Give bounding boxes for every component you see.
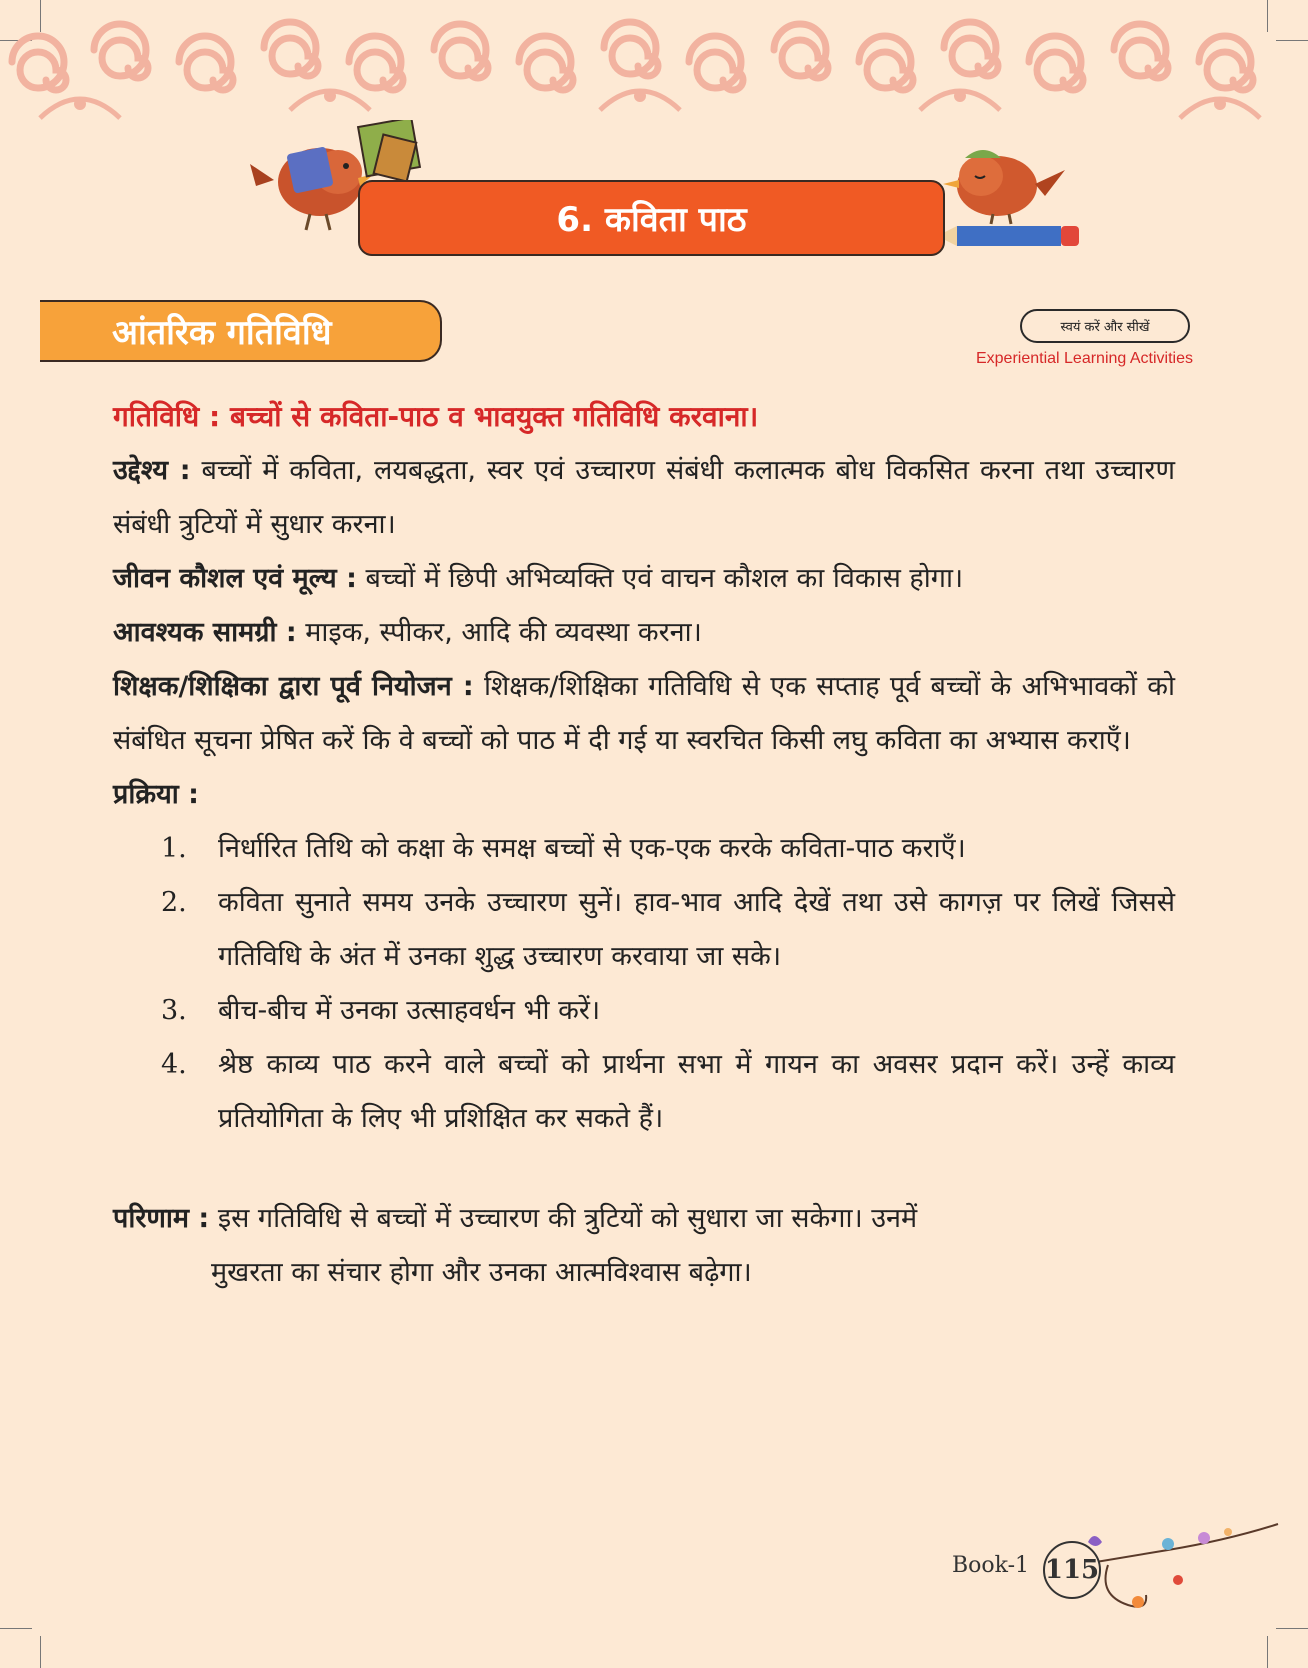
planning-paragraph	[113, 660, 1175, 768]
result-paragraph	[113, 1192, 1175, 1300]
experiential-learning-badge	[1020, 309, 1190, 343]
process-heading	[113, 768, 1175, 822]
crop-mark	[1267, 1636, 1268, 1668]
activity-label: गतिविधि :	[113, 400, 221, 433]
badge-hindi-label: स्वयं करें और सीखें	[1060, 320, 1150, 335]
page-number	[1043, 1541, 1101, 1599]
crop-mark	[0, 1628, 32, 1629]
badge-english-label: Experiential Learning Activities	[975, 350, 1193, 367]
chapter-title: 6. कविता पाठ	[556, 200, 747, 240]
materials-text: माइक, स्पीकर, आदि की व्यवस्था करना।	[305, 617, 702, 648]
section-title: आंतरिक गतिविधि	[112, 313, 332, 353]
list-item	[113, 1038, 1175, 1146]
step-number: 3.	[161, 995, 187, 1026]
chapter-title-banner	[358, 180, 945, 256]
section-tab	[40, 300, 442, 362]
list-item	[113, 876, 1175, 984]
planning-label: शिक्षक/शिक्षिका द्वारा पूर्व नियोजन :	[113, 671, 474, 702]
objective-label: उद्देश्य :	[113, 455, 191, 486]
activity-content	[113, 390, 1175, 1300]
list-item	[113, 822, 1175, 876]
process-label: प्रक्रिया :	[113, 779, 199, 810]
step-number: 4.	[161, 1049, 187, 1080]
materials-paragraph	[113, 606, 1175, 660]
life-skills-text: बच्चों में छिपी अभिव्यक्ति एवं वाचन कौशल का विकास होगा।	[365, 563, 964, 594]
objective-paragraph	[113, 444, 1175, 552]
process-steps-list	[113, 822, 1175, 1146]
step-text: श्रेष्ठ काव्य पाठ करने वाले बच्चों को प्रार्थना सभा में गायन का अवसर प्रदान करें। उन्हें काव्य प्रतियोगिता के लिए भी प्रशिक्षित कर सकते हैं।	[218, 1049, 1175, 1134]
step-text: कविता सुनाते समय उनके उच्चारण सुनें। हाव-भाव आदि देखें तथा उसे कागज़ पर लिखें जिससे गतिविधि के अंत में उनका शुद्ध उच्चारण करवाया जा सके।	[218, 887, 1175, 972]
result-label: परिणाम :	[113, 1203, 210, 1234]
crop-mark	[40, 1636, 41, 1668]
page-number-text: 115	[1044, 1555, 1100, 1585]
crop-mark	[1276, 1628, 1308, 1629]
activity-line	[113, 390, 1175, 444]
activity-text: बच्चों से कविता-पाठ व भावयुक्त गतिविधि करवाना।	[229, 400, 759, 433]
result-line-1	[113, 1192, 1175, 1246]
step-text: निर्धारित तिथि को कक्षा के समक्ष बच्चों से एक-एक करके कविता-पाठ कराएँ।	[218, 833, 966, 864]
result-text-1: इस गतिविधि से बच्चों में उच्चारण की त्रुटियों को सुधारा जा सकेगा। उनमें	[217, 1203, 918, 1234]
bird-on-pencil-illustration	[935, 140, 1085, 250]
life-skills-label: जीवन कौशल एवं मूल्य :	[113, 563, 357, 594]
materials-label: आवश्यक सामग्री :	[113, 617, 297, 648]
planning-text: शिक्षक/शिक्षिका गतिविधि से एक सप्ताह पूर्व बच्चों के अभिभावकों को संबंधित सूचना प्रेषित करें कि वे बच्चों को पाठ में दी गई या स्वरचित किसी लघु कविता का अभ्यास कराएँ।	[113, 671, 1175, 756]
objective-text: बच्चों में कविता, लयबद्धता, स्वर एवं उच्चारण संबंधी कलात्मक बोध विकसित करना तथा उच्चारण संबंधी त्रुटियों में सुधार करना।	[113, 455, 1175, 540]
swirl-border-decoration	[0, 0, 1308, 120]
step-number: 1.	[161, 833, 187, 864]
list-item	[113, 984, 1175, 1038]
step-number: 2.	[161, 887, 187, 918]
result-line-2: मुखरता का संचार होगा और उनका आत्मविश्वास बढ़ेगा।	[211, 1257, 752, 1288]
step-text: बीच-बीच में उनका उत्साहवर्धन भी करें।	[218, 995, 601, 1026]
life-skills-paragraph	[113, 552, 1175, 606]
book-label: Book-1	[952, 1553, 1030, 1578]
